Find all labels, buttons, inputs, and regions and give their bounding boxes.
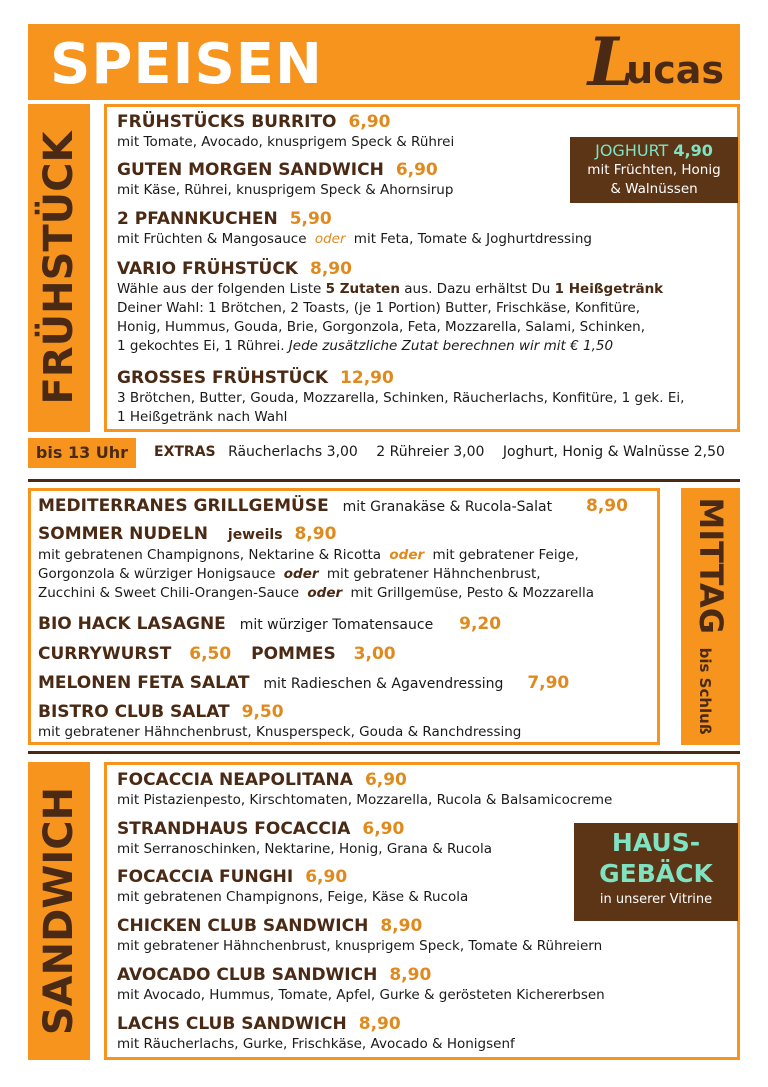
item-price: 8,90 [309,259,352,279]
item-description: Zucchini & Sweet Chili-Orangen-Sauce oder mit Grillgemüse, Pesto & Mozzarella [38,585,595,601]
sandwich-box [104,762,740,1060]
item-title: BISTRO CLUB SALAT [38,702,230,722]
menu-item [117,208,592,249]
menu-item [38,672,569,695]
fruehstueck-side-bar [28,104,90,432]
menu-item [117,915,602,956]
item-price: 6,50 [189,644,232,664]
item-price: 6,90 [305,867,348,887]
sandwich-side-label: SANDWICH [36,786,82,1036]
menu-item [117,111,454,152]
item-title: MELONEN FETA SALAT [38,673,250,693]
item-description: mit Käse, Rührei, knusprigem Speck & Ahornsirup [117,182,454,198]
item-description: mit Pistazienpesto, Kirschtomaten, Mozzarella, Rucola & Balsamicocreme [117,792,613,808]
extras-row [28,438,740,468]
item-description: mit würziger Tomatensauce [239,617,434,633]
mittag-side-bar [681,488,740,745]
section-divider [28,751,740,754]
menu-item [38,643,396,665]
item-title: GUTEN MORGEN SANDWICH [117,160,384,180]
item-description: 1 Heißgetränk nach Wahl [117,409,288,425]
item-title: CHICKEN CLUB SANDWICH [117,916,369,936]
item-description: mit gebratener Hähnchenbrust, knusprigem Speck, Tomate & Rühreiern [117,938,603,954]
sandwich-side-bar [28,762,90,1060]
item-description: 1 gekochtes Ei, 1 Rührei. Jede zusätzliche Zutat berechnen wir mit € 1,50 [117,338,614,354]
menu-item [117,818,492,859]
item-title: GROSSES FRÜHSTÜCK [117,368,329,388]
item-title: 2 PFANNKUCHEN [117,209,278,229]
bis-13-uhr-badge: bis 13 Uhr [28,438,136,468]
item-title: LACHS CLUB SANDWICH [117,1014,347,1034]
menu-item [38,613,501,636]
item-description: mit Granakäse & Rucola-Salat [342,499,553,515]
logo-text: ucas [626,48,724,92]
item-description: mit gebratenen Champignons, Feige, Käse & Rucola [117,889,469,905]
menu-item [117,159,453,200]
item-title: VARIO FRÜHSTÜCK [117,259,298,279]
item-title: BIO HACK LASAGNE [38,614,226,634]
item-price: 7,90 [527,673,570,693]
menu-item [117,1013,515,1054]
menu-item [117,866,468,907]
lucas-logo [587,23,724,101]
menu-item [38,523,594,603]
item-description: mit gebratener Hähnchenbrust, Knusperspeck, Gouda & Ranchdressing [38,724,522,740]
extras-label: EXTRAS [154,444,216,460]
menu-item [117,367,684,427]
item-title: AVOCADO CLUB SANDWICH [117,965,378,985]
extras-text: EXTRAS Räucherlachs 3,00 2 Rühreier 3,00 Joghurt, Honig & Walnüsse 2,50 [154,444,725,460]
item-price: 8,90 [389,965,432,985]
item-price: 8,90 [586,496,628,516]
item-price: 9,50 [241,702,284,722]
fruehstueck-side-label: FRÜHSTÜCK [36,131,82,405]
menu-item [117,964,605,1005]
item-price: 8,90 [358,1014,401,1034]
mittag-side-label: MITTAG bis Schluß [692,497,730,735]
menu-header [28,24,740,100]
menu-item [117,769,612,810]
item-description: mit Tomate, Avocado, knusprigem Speck & Rührei [117,134,455,150]
item-description: Gorgonzola & würziger Honigsauce oder mit gebratener Hähnchenbrust, [38,566,541,582]
item-title: FOCACCIA FUNGHI [117,867,294,887]
hausgebaeck-title-2: GEBÄCK [599,859,713,888]
item-description: mit Früchten & Mangosauce oder mit Feta, Tomate & Joghurtdressing [117,231,592,247]
item-price: 3,00 [353,644,396,664]
item-price: 8,90 [294,524,337,544]
item-title: CURRYWURST [38,644,172,664]
item-title: STRANDHAUS FOCACCIA [117,819,351,839]
item-description: mit Avocado, Hummus, Tomate, Apfel, Gurke & gerösteten Kichererbsen [117,987,605,1003]
item-price: 6,90 [395,160,438,180]
item-description: mit Radieschen & Agavendressing [263,676,504,692]
item-price: 5,90 [289,209,332,229]
menu-item [38,495,628,518]
logo-initial: L [587,23,635,101]
item-price: 6,90 [362,819,405,839]
joghurt-label: JOGHURT [595,141,669,160]
fruehstueck-box [104,104,740,432]
joghurt-desc-2: & Walnüssen [610,181,698,197]
page-title: SPEISEN [50,32,323,97]
item-title: FRÜHSTÜCKS BURRITO [117,112,337,132]
hausgebaeck-title-1: HAUS- [611,828,701,857]
item-title: POMMES [251,644,336,664]
joghurt-desc-1: mit Früchten, Honig [587,162,721,178]
item-description: mit gebratenen Champignons, Nektarine & Ricotta oder mit gebratener Feige, [38,547,579,563]
item-price: 6,90 [364,770,407,790]
item-price: 12,90 [340,368,394,388]
item-price: 6,90 [348,112,391,132]
item-price: 9,20 [459,614,502,634]
item-description: Wähle aus der folgenden Liste 5 Zutaten aus. Dazu erhältst Du 1 Heißgetränk [117,281,664,297]
item-price: 8,90 [380,916,423,936]
item-description: Deiner Wahl: 1 Brötchen, 2 Toasts, (je 1 Portion) Butter, Frischkäse, Konfitüre, [117,300,641,316]
mittag-side-sub: bis Schluß [696,647,714,735]
menu-item [117,258,663,356]
item-title: SOMMER NUDELN [38,524,208,544]
item-description: mit Räucherlachs, Gurke, Frischkäse, Avocado & Honigsenf [117,1036,515,1052]
hausgebaeck-card [574,823,738,921]
item-description: mit Serranoschinken, Nektarine, Honig, Grana & Rucola [117,841,493,857]
item-description: Honig, Hummus, Gouda, Brie, Gorgonzola, Feta, Mozzarella, Salami, Schinken, [117,319,646,335]
item-description: 3 Brötchen, Butter, Gouda, Mozzarella, Schinken, Räucherlachs, Konfitüre, 1 gek. Ei, [117,390,685,406]
mittag-box [28,488,660,745]
item-title: MEDITERRANES GRILLGEMÜSE [38,496,329,516]
joghurt-price: 4,90 [673,141,713,160]
item-title: FOCACCIA NEAPOLITANA [117,770,353,790]
hausgebaeck-sub: in unserer Vitrine [599,892,713,907]
section-divider [28,479,740,482]
joghurt-card [570,137,738,203]
menu-item [38,701,521,742]
jeweils-label: jeweils [227,527,283,543]
